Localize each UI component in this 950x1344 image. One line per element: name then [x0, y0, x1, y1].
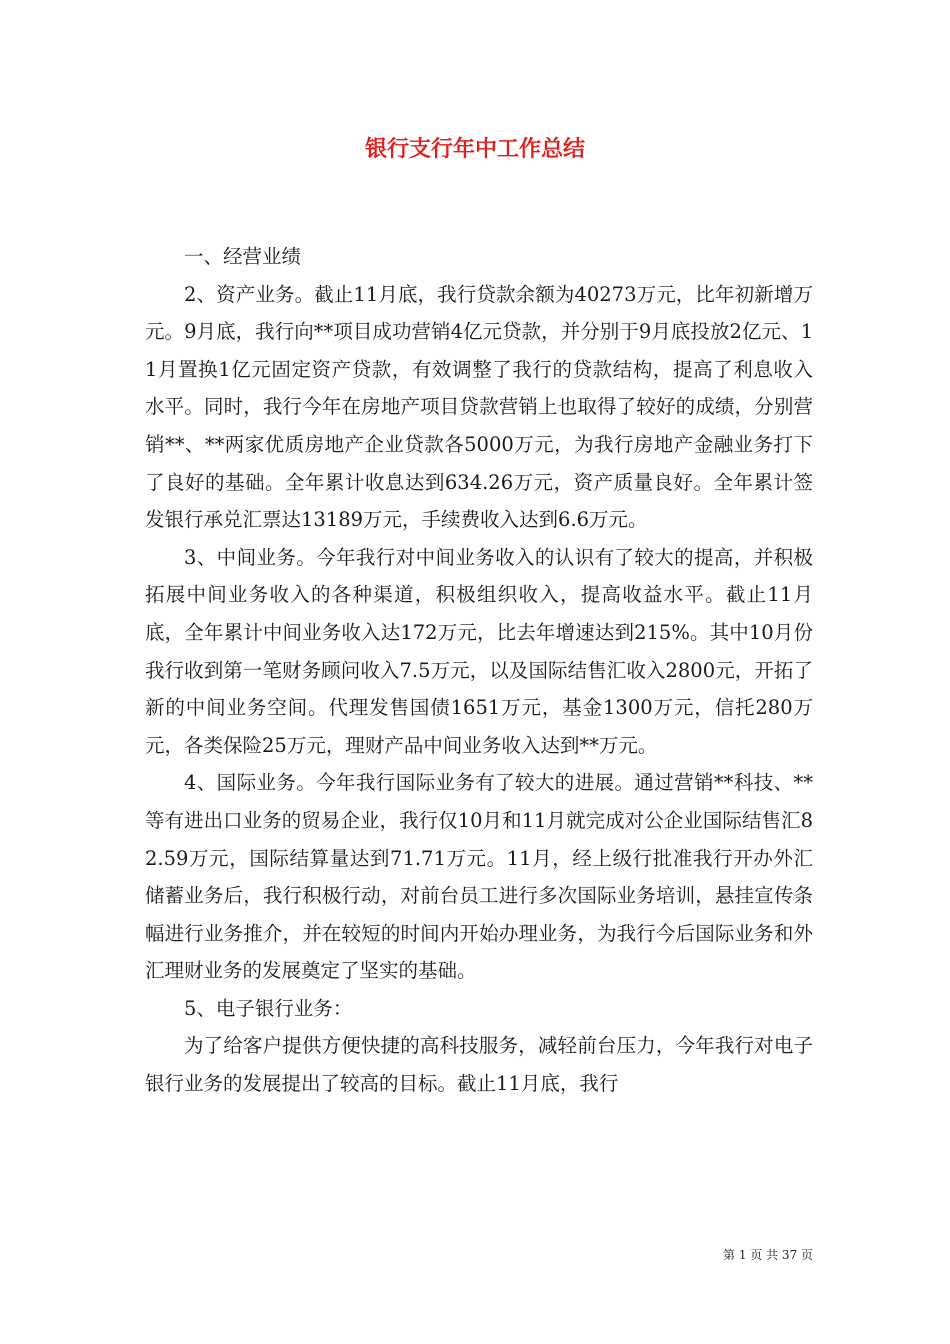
paragraph-intermediate-business: 3、中间业务。今年我行对中间业务收入的认识有了较大的提高，并积极拓展中间业务收入的各种渠道，积极组织收入，提高收益水平。截止11月底，全年累计中间业务收入达172万元，比去年增速达到215%。其中10月份我行收到第一笔财务顾问收入7.5万元，以及国际结售汇收入2800元，开拓了新的中间业务空间。代理发售国债1651万元，基金1300万元，信托280万元，各类保险25万元，理财产品中间业务收入达到**万元。 [145, 545, 813, 757]
paragraph-international-business: 4、国际业务。今年我行国际业务有了较大的进展。通过营销**科技、**等有进出口业务的贸易企业，我行仅10月和11月就完成对公企业国际结售汇82.59万元，国际结算量达到71.71万元。11月，经上级行批准我行开办外汇储蓄业务后，我行积极行动，对前台员工进行多次国际业务培训，悬挂宣传条幅进行业务推介，并在较短的时间内开始办理业务，为我行今后国际业务和外汇理财业务的发展奠定了坚实的基础。 [145, 771, 813, 983]
document-title: 银行支行年中工作总结 [364, 136, 585, 162]
paragraph-ebanking-heading: 5、电子银行业务： [184, 996, 353, 1020]
section-heading-business-performance: 一、经营业绩 [184, 245, 302, 268]
paragraph-asset-business: 2、资产业务。截止11月底，我行贷款余额为40273万元，比年初新增万元。9月底，我行向**项目成功营销4亿元贷款，并分别于9月底投放2亿元、11月置换1亿元固定资产贷款，有效调整了我行的贷款结构，提高了利息收入水平。同时，我行今年在房地产项目贷款营销上也取得了较好的成绩，分别营销**、**两家优质房地产企业贷款各5000万元，为我行房地产金融业务打下了良好的基础。全年累计收息达到634.26万元，资产质量良好。全年累计签发银行承兑汇票达13189万元，手续费收入达到6.6万元。 [145, 282, 813, 532]
paragraph-ebanking-body: 为了给客户提供方便快捷的高科技服务，减轻前台压力，今年我行对电子银行业务的发展提出了较高的目标。截止11月底，我行 [145, 1034, 813, 1096]
document-body [145, 238, 813, 1103]
page-number-footer: 第 1 页 共 37 页 [723, 1248, 813, 1262]
